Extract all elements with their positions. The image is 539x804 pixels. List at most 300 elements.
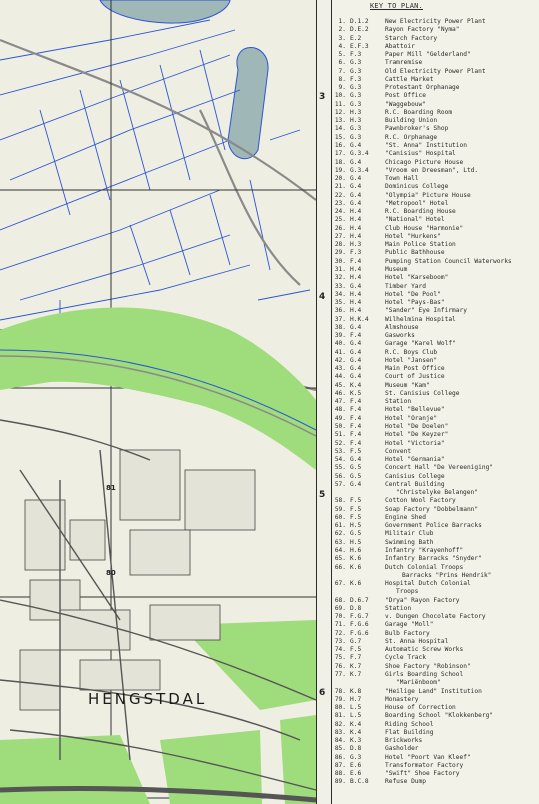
key-item-number: 81. (334, 712, 346, 720)
key-item-label: Town Hall (385, 175, 419, 183)
key-item-grid-ref: F.G.6 (350, 621, 369, 629)
key-item-grid-ref: H.4 (350, 224, 362, 232)
key-item-number: 4. (338, 42, 346, 50)
key-item (334, 92, 539, 100)
key-item (334, 489, 539, 497)
district-label: HENGSTDAL (88, 690, 208, 708)
key-item (334, 688, 539, 696)
key-item-number: 46. (334, 389, 346, 397)
key-item (334, 547, 539, 555)
key-item (334, 340, 539, 348)
key-item-label: "Mariënboom" (396, 679, 441, 687)
key-item-number: 30. (334, 257, 346, 265)
key-item-number: 77. (334, 670, 346, 678)
key-item-grid-ref: H.6 (350, 547, 362, 554)
number-label-80: 80 (106, 569, 116, 577)
key-item-grid-ref: K.5 (350, 389, 362, 397)
key-item-label: Refuse Dump (385, 778, 426, 786)
key-item-number: 75. (334, 654, 346, 662)
key-item-grid-ref: H.4 (350, 232, 362, 240)
key-item-grid-ref: G.5 (350, 464, 362, 472)
key-item-number: 14. (334, 125, 346, 133)
key-item-grid-ref: G.4 (350, 480, 362, 488)
key-item-grid-ref: F.G.7 (350, 613, 369, 621)
key-item (334, 423, 539, 431)
key-item-number: 57. (334, 480, 346, 488)
key-item-number: 18. (334, 158, 346, 166)
key-item-grid-ref: K.7 (350, 662, 362, 670)
key-item-number: 39. (334, 332, 346, 340)
key-item-number: 17. (334, 150, 346, 158)
key-item (334, 200, 539, 208)
key-item-grid-ref: G.5 (350, 472, 362, 480)
key-item-label: Infantry Barracks "Snyder" (385, 555, 482, 563)
key-item-number: 60. (334, 513, 346, 521)
key-item-number: 42. (334, 356, 346, 364)
key-item-number: 15. (334, 133, 346, 141)
key-item-number: 21. (334, 183, 346, 191)
key-item (334, 274, 539, 282)
key-item (334, 84, 539, 92)
key-item-grid-ref: G.4 (350, 158, 362, 166)
key-item-label: New Electricity Power Plant (385, 18, 486, 25)
key-item-number: 88. (334, 770, 346, 778)
key-item-number: 65. (334, 555, 346, 563)
key-item-label: Paper Mill "Gelderland" (385, 51, 471, 59)
key-item-label: Brickworks (385, 737, 423, 745)
key-item (334, 580, 539, 588)
key-item-label: v. Dungen Chocolate Factory (385, 613, 486, 621)
key-item-label: R.C. Boys Club (385, 348, 438, 356)
key-item-number: 5. (338, 51, 346, 59)
key-item (334, 76, 539, 84)
key-item (334, 778, 539, 786)
key-item (334, 373, 539, 381)
key-item-number: 85. (334, 745, 346, 753)
key-item (334, 448, 539, 456)
key-item-grid-ref: G.4 (350, 175, 362, 183)
key-item-label: Hotel "Bellevue" (385, 406, 445, 414)
key-item-grid-ref: K.6 (350, 580, 362, 588)
key-item (334, 431, 539, 439)
key-item (334, 464, 539, 472)
key-item (334, 630, 539, 638)
key-item-number: 68. (334, 596, 346, 604)
key-item (334, 497, 539, 505)
key-item-grid-ref: F.4 (350, 398, 362, 406)
key-item (334, 613, 539, 621)
key-item-grid-ref: E.F.3 (350, 42, 369, 50)
key-item (334, 597, 539, 605)
key-item (334, 696, 539, 704)
key-item-grid-ref: F.5 (350, 646, 362, 654)
key-item-label: Hotel "Hurkens" (385, 232, 441, 240)
key-item-grid-ref: H.3 (350, 108, 362, 116)
key-item-label: Convent (385, 447, 412, 455)
number-label-81: 81 (106, 484, 116, 492)
key-item-grid-ref: F.4 (350, 257, 362, 265)
key-item-grid-ref: H.K.4 (350, 315, 369, 323)
key-item-number: 62. (334, 530, 346, 538)
key-item-label: Hotel "Jansen" (385, 356, 438, 364)
key-item-grid-ref: D.6.7 (350, 596, 369, 604)
key-item (334, 109, 539, 117)
key-item-number: 66. (334, 563, 346, 571)
key-item-number: 64. (334, 547, 346, 554)
key-item-grid-ref: H.4 (350, 274, 362, 282)
key-item-label: Dominicus College (385, 183, 449, 191)
key-item-number: 80. (334, 704, 346, 712)
key-item-label: Barracks "Prins Hendrik" (402, 571, 492, 579)
key-item-grid-ref: H.4 (350, 290, 362, 298)
key-item (334, 43, 539, 51)
key-item-grid-ref: H.5 (350, 522, 362, 530)
key-item-grid-ref: G.4 (350, 282, 362, 290)
key-item-label: "Canisius" Hospital (385, 150, 456, 158)
key-item-number: 73. (334, 637, 346, 645)
key-item-label: Gasworks (385, 332, 415, 340)
key-item-grid-ref: H.3 (350, 117, 362, 125)
key-item-number: 10. (334, 92, 346, 100)
key-item (334, 258, 539, 266)
key-item-label: Shoe Factory "Robinson" (385, 662, 471, 670)
key-item (334, 291, 539, 299)
grid-number: 5 (319, 490, 326, 500)
key-item-label: Main Police Station (385, 241, 456, 249)
key-item-number: 29. (334, 249, 346, 257)
key-item-label: Building Union (385, 117, 438, 125)
key-item-grid-ref: G.4 (350, 365, 362, 373)
key-item-label: Riding School (385, 720, 434, 728)
key-item-label: "Sander" Eye Infirmary (385, 307, 467, 315)
key-item-grid-ref: F.4 (350, 423, 362, 431)
key-item-grid-ref: F.3 (350, 51, 362, 59)
key-item-grid-ref: G.3 (350, 92, 362, 100)
key-item-number: 22. (334, 191, 346, 199)
key-item-number: 36. (334, 307, 346, 315)
key-item (334, 382, 539, 390)
key-item-number: 83. (334, 728, 346, 736)
key-item-grid-ref: F.4 (350, 431, 362, 439)
key-item-grid-ref: F.4 (350, 406, 362, 414)
key-item-number: 6. (338, 59, 346, 67)
key-item-number: 47. (334, 398, 346, 406)
key-item-label: R.C. Boarding House (385, 208, 456, 216)
key-item (334, 671, 539, 679)
key-item-label: Cotton Wool Factory (385, 497, 456, 505)
key-item-grid-ref: K.7 (350, 670, 362, 678)
key-item (334, 134, 539, 142)
key-item-label: Soap Factory "Dobbelmann" (385, 505, 479, 513)
key-item-grid-ref: E.6 (350, 761, 362, 769)
key-item (334, 555, 539, 563)
key-item (334, 35, 539, 43)
key-item-number: 63. (334, 538, 346, 546)
key-item-label: Station (385, 604, 412, 612)
key-item-grid-ref: B.C.8 (350, 778, 369, 786)
key-item-number: 26. (334, 224, 346, 232)
key-item-grid-ref: H.3 (350, 241, 362, 249)
key-item-label: St. Anna Hospital (385, 637, 449, 645)
key-item-label: Cattle Market (385, 75, 434, 83)
key-item-label: Hotel "De Pool" (385, 290, 441, 298)
key-item (334, 646, 539, 654)
key-item (334, 142, 539, 150)
key-item-grid-ref: D.8 (350, 604, 362, 612)
key-item (334, 456, 539, 464)
key-item-label: Hotel "Karseboom" (385, 274, 449, 282)
key-item-number: 50. (334, 423, 346, 431)
key-item-grid-ref: G.4 (350, 191, 362, 199)
key-item (334, 754, 539, 762)
key-item-label: Public Bathhouse (385, 249, 445, 257)
key-item (334, 572, 539, 580)
key-item-grid-ref: F.3 (350, 75, 362, 83)
key-item-label: Dutch Colonial Troops (385, 563, 464, 571)
key-item-number: 43. (334, 365, 346, 373)
key-item (334, 208, 539, 216)
key-item-label: Pumping Station Council Waterworks (385, 257, 512, 265)
key-item-label: Hotel "Victoria" (385, 439, 445, 447)
key-item-label: Wilhelmina Hospital (385, 315, 456, 323)
key-item-grid-ref: F.5 (350, 513, 362, 521)
key-item (334, 159, 539, 167)
key-item-label: Flat Building (385, 728, 434, 736)
key-item-number: 48. (334, 406, 346, 414)
key-item-label: Government Police Barracks (385, 522, 482, 530)
key-item (334, 266, 539, 274)
key-item (334, 588, 539, 596)
key-item (334, 638, 539, 646)
key-item (334, 473, 539, 481)
key-item-label: Protestant Orphanage (385, 84, 460, 92)
key-item-number: 9. (338, 84, 346, 92)
key-item-grid-ref: G.4 (350, 373, 362, 381)
key-item-grid-ref: H.4 (350, 307, 362, 315)
key-item-label: Almshouse (385, 323, 419, 331)
key-item-grid-ref: F.4 (350, 414, 362, 422)
key-item-grid-ref: F.5 (350, 447, 362, 455)
key-item (334, 183, 539, 191)
key-item-label: "Waggebouw" (385, 100, 426, 108)
key-item (334, 721, 539, 729)
grid-number: 4 (319, 292, 326, 302)
key-item-label: Boarding School "Klokkenberg" (385, 712, 494, 720)
key-item-number: 31. (334, 265, 346, 273)
key-item (334, 745, 539, 753)
key-item-label: St. Canisius College (385, 389, 460, 397)
key-item-label: Chicago Picture House (385, 158, 464, 166)
key-item-number: 38. (334, 323, 346, 331)
key-item (334, 514, 539, 522)
key-item-number: 41. (334, 348, 346, 356)
key-item-number: 13. (334, 117, 346, 125)
key-item (334, 539, 539, 547)
key-item-label: Hotel "Oranje" (385, 414, 438, 422)
key-item-grid-ref: D.1.2 (350, 18, 369, 25)
key-item-grid-ref: G.3.4 (350, 150, 369, 158)
key-item-grid-ref: H.4 (350, 216, 362, 224)
key-item-number: 19. (334, 166, 346, 174)
key-item-label: Club House "Harmonie" (385, 224, 464, 232)
key-item (334, 101, 539, 109)
key-item-label: Hotel "Pays-Bas" (385, 299, 445, 307)
key-item-label: Automatic Screw Works (385, 646, 464, 654)
key-item-number: 23. (334, 199, 346, 207)
key-item-number: 82. (334, 720, 346, 728)
key-item (334, 654, 539, 662)
key-item (334, 704, 539, 712)
key-item-label: Hospital Dutch Colonial (385, 580, 471, 588)
key-item-label: Court of Justice (385, 373, 445, 381)
key-item-grid-ref: K.3 (350, 737, 362, 745)
key-item (334, 679, 539, 687)
key-item-grid-ref: F.G.6 (350, 629, 369, 637)
key-item-number: 44. (334, 373, 346, 381)
key-item-grid-ref: G.4 (350, 348, 362, 356)
key-item-grid-ref: G.4 (350, 356, 362, 364)
key-item-number: 7. (338, 67, 346, 75)
key-item-grid-ref: G.4 (350, 456, 362, 464)
key-item-number: 55. (334, 464, 346, 472)
key-item-label: Abattoir (385, 42, 415, 50)
key-item-number: 71. (334, 621, 346, 629)
key-item (334, 332, 539, 340)
key-item-label: Station (385, 398, 412, 406)
key-item-label: Transformator Factory (385, 761, 464, 769)
key-item-number: 45. (334, 381, 346, 389)
key-list (334, 18, 539, 787)
key-item (334, 283, 539, 291)
key-item-number: 1. (338, 18, 346, 25)
key-item (334, 415, 539, 423)
key-item-label: Concert Hall "De Vereeniging" (385, 464, 494, 472)
key-item-number: 20. (334, 175, 346, 183)
key-item-number: 3. (338, 34, 346, 42)
key-item-number: 34. (334, 290, 346, 298)
key-item-label: "Christelyke Belangen" (396, 489, 478, 497)
key-item (334, 117, 539, 125)
key-item-label: Post Office (385, 92, 426, 100)
key-item-label: Pawnbroker's Shop (385, 125, 449, 133)
key-item-number: 78. (334, 687, 346, 695)
key-item-number: 61. (334, 522, 346, 530)
key-item-label: "St. Anna" Institution (385, 141, 467, 149)
key-item-label: Troops (396, 588, 419, 596)
key-item (334, 481, 539, 489)
key-item (334, 440, 539, 448)
key-item-grid-ref: G.3 (350, 100, 362, 108)
key-item-number: 67. (334, 580, 346, 588)
key-item-grid-ref: G.4 (350, 199, 362, 207)
key-item-number: 76. (334, 662, 346, 670)
grid-number-column (316, 0, 332, 804)
key-item-number: 12. (334, 108, 346, 116)
key-item-label: House of Correction (385, 704, 456, 712)
key-item-number: 37. (334, 315, 346, 323)
key-item-label: Hotel "De Doelen" (385, 423, 449, 431)
key-item-grid-ref: G.4 (350, 323, 362, 331)
key-item-label: Militair Club (385, 530, 434, 538)
key-item-number: 11. (334, 100, 346, 108)
key-item-grid-ref: G.5 (350, 530, 362, 538)
key-item (334, 770, 539, 778)
key-item-grid-ref: D.8 (350, 745, 362, 753)
key-item-grid-ref: F.7 (350, 654, 362, 662)
key-item-label: Garage "Karel Wolf" (385, 340, 456, 348)
key-item (334, 506, 539, 514)
key-item (334, 762, 539, 770)
key-item-label: Bulb Factory (385, 629, 430, 637)
key-item-number: 69. (334, 604, 346, 612)
key-item-label: "National" Hotel (385, 216, 445, 224)
key-item-grid-ref: G.3 (350, 133, 362, 141)
key-item-label: Tramremise (385, 59, 423, 67)
key-item-grid-ref: F.4 (350, 439, 362, 447)
key-item-label: "Metropool" Hotel (385, 199, 449, 207)
key-item-number: 35. (334, 299, 346, 307)
key-item-grid-ref: H.4 (350, 265, 362, 273)
key-item (334, 18, 539, 26)
key-item-number: 40. (334, 340, 346, 348)
key-item (334, 564, 539, 572)
key-item-grid-ref: H.7 (350, 695, 362, 703)
key-item-number: 53. (334, 447, 346, 455)
key-item-grid-ref: E.2 (350, 34, 362, 42)
key-item-label: Gasholder (385, 745, 419, 753)
key-item-grid-ref: G.3 (350, 125, 362, 133)
key-item-label: Main Post Office (385, 365, 445, 373)
key-item-number: 32. (334, 274, 346, 282)
key-item (334, 299, 539, 307)
key-item-grid-ref: K.4 (350, 381, 362, 389)
key-item-label: "Vroom en Dreesman", Ltd. (385, 166, 479, 174)
key-item-grid-ref: K.8 (350, 687, 362, 695)
key-item-grid-ref: L.5 (350, 712, 362, 720)
key-item-grid-ref: F.3 (350, 249, 362, 257)
key-item-label: R.C. Orphanage (385, 133, 438, 141)
key-item-grid-ref: H.4 (350, 299, 362, 307)
key-item (334, 307, 539, 315)
key-item-grid-ref: G.3 (350, 67, 362, 75)
key-item-number: 27. (334, 232, 346, 240)
key-item-label: "Swift" Shoe Factory (385, 770, 460, 778)
key-item-number: 16. (334, 141, 346, 149)
key-item (334, 605, 539, 613)
key-item-label: Rayon Factory "Nyma" (385, 26, 460, 34)
key-item-number: 56. (334, 472, 346, 480)
key-item-number: 52. (334, 439, 346, 447)
key-title: KEY TO PLAN. (370, 2, 423, 10)
key-item-label: Museum (385, 265, 408, 273)
key-item-number: 59. (334, 505, 346, 513)
key-item-number: 8. (338, 75, 346, 83)
key-item (334, 225, 539, 233)
key-item-grid-ref: D.E.2 (350, 26, 369, 34)
key-panel (332, 0, 539, 804)
key-item (334, 522, 539, 530)
key-item-number: 89. (334, 778, 346, 786)
key-item-number: 87. (334, 761, 346, 769)
key-item-grid-ref: F.5 (350, 497, 362, 505)
key-item (334, 729, 539, 737)
key-item-label: Monastery (385, 695, 419, 703)
key-item (334, 216, 539, 224)
key-item-label: Swimming Bath (385, 538, 434, 546)
key-item-number: 86. (334, 753, 346, 761)
key-item (334, 390, 539, 398)
key-item-grid-ref: H.5 (350, 538, 362, 546)
